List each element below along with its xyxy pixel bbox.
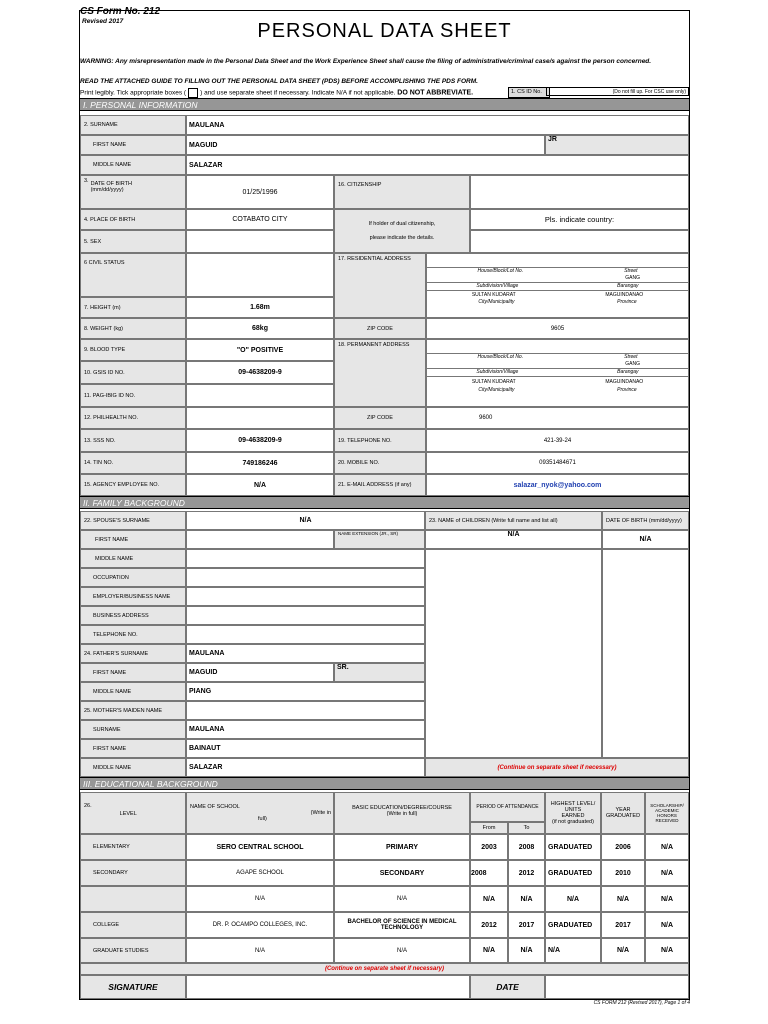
education-to[interactable]: 2012 xyxy=(508,860,545,886)
signature-label: SIGNATURE xyxy=(80,975,186,999)
education-to[interactable]: 2008 xyxy=(508,834,545,860)
spouse-telephone-field[interactable] xyxy=(186,625,425,644)
weight-field[interactable]: 68kg xyxy=(186,318,334,339)
education-highest[interactable]: N/A xyxy=(545,938,601,963)
family-continue-note: (Continue on separate sheet if necessary) xyxy=(425,758,689,777)
occupation-field[interactable] xyxy=(186,568,425,587)
mother-surname-label: SURNAME xyxy=(80,720,186,739)
agency-employee-label: 15. AGENCY EMPLOYEE NO. xyxy=(80,474,186,496)
mother-middle-name-label: MIDDLE NAME xyxy=(80,758,186,777)
education-honors[interactable]: N/A xyxy=(645,938,689,963)
year-graduated-header: YEAR GRADUATED xyxy=(601,792,645,834)
from-header: From xyxy=(470,822,508,834)
permanent-address-field[interactable]: House/Block/Lot No. Street GANG Subdivision/Village Barangay SULTAN KUDARAT MAGUINDANAO City/Municipality Province xyxy=(426,339,689,407)
education-to[interactable]: 2017 xyxy=(508,912,545,938)
education-year[interactable]: 2006 xyxy=(601,834,645,860)
education-continue-note: (Continue on separate sheet if necessary) xyxy=(80,963,689,975)
father-middle-name-field[interactable]: PIANG xyxy=(186,682,425,701)
place-of-birth-field[interactable]: COTABATO CITY xyxy=(186,209,334,230)
middle-name-label: MIDDLE NAME xyxy=(80,155,186,175)
spouse-middle-name-field[interactable] xyxy=(186,549,425,568)
education-honors[interactable]: N/A xyxy=(645,912,689,938)
form-revision: Revised 2017 xyxy=(82,18,124,25)
education-honors[interactable]: N/A xyxy=(645,886,689,912)
form-number: CS Form No. 212 xyxy=(80,6,161,17)
education-year[interactable]: 2017 xyxy=(601,912,645,938)
philhealth-field[interactable] xyxy=(186,407,334,429)
section-personal-information: I. PERSONAL INFORMATION xyxy=(80,98,689,111)
cs-id-label: 1. CS ID No. xyxy=(508,87,550,98)
residential-address-field[interactable]: House/Block/Lot No. Street GANG Subdivision/Village Barangay SULTAN KUDARAT MAGUINDANAO City/Municipality Province xyxy=(426,253,689,318)
agency-employee-field[interactable]: N/A xyxy=(186,474,334,496)
height-field[interactable]: 1.68m xyxy=(186,297,334,318)
education-course[interactable]: N/A xyxy=(334,938,470,963)
children-dob-label: DATE OF BIRTH (mm/dd/yyyy) xyxy=(602,511,689,530)
education-level: GRADUATE STUDIES xyxy=(80,938,186,963)
spouse-surname-label: 22. SPOUSE'S SURNAME xyxy=(80,511,186,530)
date-label: DATE xyxy=(470,975,545,999)
child-name-field[interactable]: N/A xyxy=(425,530,602,549)
res-zip-label: ZIP CODE xyxy=(334,318,426,339)
education-highest[interactable]: N/A xyxy=(545,886,601,912)
children-dob-list[interactable] xyxy=(602,549,689,758)
education-level: ELEMENTARY xyxy=(80,834,186,860)
employer-label: EMPLOYER/BUSINESS NAME xyxy=(80,587,186,606)
weight-label: 8. WEIGHT (kg) xyxy=(80,318,186,339)
res-zip-field[interactable]: 9605 xyxy=(426,318,689,339)
education-year[interactable]: 2010 xyxy=(601,860,645,886)
middle-name-field[interactable]: SALAZAR xyxy=(186,155,689,175)
education-year[interactable]: N/A xyxy=(601,938,645,963)
children-label: 23. NAME of CHILDREN (Write full name and list all) xyxy=(425,511,602,530)
pagibig-field[interactable] xyxy=(186,384,334,407)
dual-citizenship-note: If holder of dual citizenship, please indicate the details. xyxy=(334,209,470,253)
child-dob-field[interactable]: N/A xyxy=(602,530,689,549)
mobile-label: 20. MOBILE NO. xyxy=(334,452,426,474)
gsis-label: 10. GSIS ID NO. xyxy=(80,361,186,384)
education-to[interactable]: N/A xyxy=(508,886,545,912)
date-field[interactable] xyxy=(545,975,689,999)
mother-first-name-label: FIRST NAME xyxy=(80,739,186,758)
spouse-name-extension-label: NAME EXTENSION (JR., SR) xyxy=(334,530,425,549)
read-guide-text: READ THE ATTACHED GUIDE TO FILLING OUT THE PERSONAL DATA SHEET (PDS) BEFORE ACCOMPLISHING THE PDS FORM. xyxy=(80,78,478,85)
blood-type-label: 9. BLOOD TYPE xyxy=(80,339,186,361)
education-from[interactable]: 2003 xyxy=(470,834,508,860)
philhealth-label: 12. PHILHEALTH NO. xyxy=(80,407,186,429)
blood-type-field[interactable]: "O" POSITIVE xyxy=(186,339,334,361)
education-level xyxy=(80,886,186,912)
sex-label: 5. SEX xyxy=(80,230,186,253)
mother-maiden-name-blank xyxy=(186,701,425,720)
citizenship-options[interactable] xyxy=(470,175,689,209)
tin-label: 14. TIN NO. xyxy=(80,452,186,474)
period-of-attendance-header: PERIOD OF ATTENDANCE xyxy=(470,792,545,822)
education-course[interactable]: PRIMARY xyxy=(334,834,470,860)
education-from[interactable]: 2012 xyxy=(470,912,508,938)
education-to[interactable]: N/A xyxy=(508,938,545,963)
tick-box-sample xyxy=(188,88,198,98)
mobile-field[interactable]: 09351484671 xyxy=(426,452,689,474)
sex-field[interactable] xyxy=(186,230,334,253)
first-name-label: FIRST NAME xyxy=(80,135,186,155)
email-field[interactable]: salazar_nyok@yahoo.com xyxy=(426,474,689,496)
business-address-field[interactable] xyxy=(186,606,425,625)
education-school-header: NAME OF SCHOOL (Write in full) xyxy=(186,792,334,834)
education-school[interactable]: DR. P. OCAMPO COLLEGES, INC. xyxy=(186,912,334,938)
honors-header: SCHOLARSHIP/ ACADEMIC HONORS RECEIVED xyxy=(645,792,689,834)
father-first-name-field[interactable]: MAGUID xyxy=(186,663,334,682)
education-highest[interactable]: GRADUATED xyxy=(545,834,601,860)
spouse-surname-field[interactable]: N/A xyxy=(186,511,425,530)
father-surname-field[interactable]: MAULANA xyxy=(186,644,425,663)
civil-status-label: 6 CIVIL STATUS xyxy=(80,253,186,297)
pagibig-label: 11. PAG-IBIG ID NO. xyxy=(80,384,186,407)
father-first-name-label: FIRST NAME xyxy=(80,663,186,682)
sss-label: 13. SSS NO. xyxy=(80,429,186,452)
perm-zip-label: ZIP CODE xyxy=(334,407,426,429)
surname-label: 2. SURNAME xyxy=(80,115,186,135)
height-label: 7. HEIGHT (m) xyxy=(80,297,186,318)
education-from[interactable]: N/A xyxy=(470,886,508,912)
surname-field[interactable]: MAULANA xyxy=(186,115,689,135)
print-legibly-text: Print legibly. Tick appropriate boxes ( ) and use separate sheet if necessary. Indicate N/A if not applicable. DO NOT ABBREVIATE. xyxy=(80,89,474,97)
section-educational-background: III. EDUCATIONAL BACKGROUND xyxy=(80,777,689,790)
education-year[interactable]: N/A xyxy=(601,886,645,912)
occupation-label: OCCUPATION xyxy=(80,568,186,587)
education-honors[interactable]: N/A xyxy=(645,860,689,886)
dob-field[interactable]: 01/25/1996 xyxy=(186,175,334,209)
education-highest[interactable]: GRADUATED xyxy=(545,860,601,886)
dob-label: 3. DATE OF BIRTH (mm/dd/yyyy) xyxy=(80,175,186,209)
sss-field[interactable]: 09-4638209-9 xyxy=(186,429,334,452)
page-footer: CS FORM 212 (Revised 2017), Page 1 of 4 xyxy=(593,1000,690,1006)
education-course-header: BASIC EDUCATION/DEGREE/COURSE (Write in full) xyxy=(334,792,470,834)
father-middle-name-label: MIDDLE NAME xyxy=(80,682,186,701)
mother-middle-name-field[interactable]: SALAZAR xyxy=(186,758,425,777)
mother-maiden-name-label: 25. MOTHER'S MAIDEN NAME xyxy=(80,701,186,720)
signature-field[interactable] xyxy=(186,975,470,999)
education-honors[interactable]: N/A xyxy=(645,834,689,860)
highest-level-header: HIGHEST LEVEL/ UNITS EARNED (if not graduated) xyxy=(545,792,601,834)
education-from[interactable]: N/A xyxy=(470,938,508,963)
education-course[interactable]: N/A xyxy=(334,886,470,912)
tin-field[interactable]: 749186246 xyxy=(186,452,334,474)
permanent-address-label: 18. PERMANENT ADDRESS xyxy=(334,339,426,407)
section-family-background: II. FAMILY BACKGROUND xyxy=(80,496,689,509)
cs-id-field[interactable]: (Do not fill up. For CSC use only) xyxy=(546,87,689,96)
education-course[interactable]: BACHELOR OF SCIENCE IN MEDICAL TECHNOLOGY xyxy=(334,912,470,938)
citizenship-label: 16. CITIZENSHIP xyxy=(334,175,470,209)
first-name-field[interactable]: MAGUID xyxy=(186,135,545,155)
spouse-first-name-field[interactable] xyxy=(186,530,334,549)
mother-surname-field[interactable]: MAULANA xyxy=(186,720,425,739)
education-school[interactable]: AGAPE SCHOOL xyxy=(186,860,334,886)
email-label: 21. E-MAIL ADDRESS (if any) xyxy=(334,474,426,496)
country-label: Pls. indicate country: xyxy=(470,209,689,230)
place-of-birth-label: 4. PLACE OF BIRTH xyxy=(80,209,186,230)
education-level: SECONDARY xyxy=(80,860,186,886)
telephone-label: 19. TELEPHONE NO. xyxy=(334,429,426,452)
spouse-first-name-label: FIRST NAME xyxy=(80,530,186,549)
mother-first-name-field[interactable]: BAINAUT xyxy=(186,739,425,758)
father-extension-field[interactable]: SR. xyxy=(334,663,425,682)
education-course[interactable]: SECONDARY xyxy=(334,860,470,886)
education-highest[interactable]: GRADUATED xyxy=(545,912,601,938)
civil-status-field[interactable] xyxy=(186,253,334,297)
education-school[interactable]: N/A xyxy=(186,886,334,912)
residential-address-label: 17. RESIDENTIAL ADDRESS xyxy=(334,253,426,318)
business-address-label: BUSINESS ADDRESS xyxy=(80,606,186,625)
education-level-header: 26. LEVEL xyxy=(80,792,186,834)
gsis-field[interactable]: 09-4638209-9 xyxy=(186,361,334,384)
father-surname-label: 24. FATHER'S SURNAME xyxy=(80,644,186,663)
education-level: COLLEGE xyxy=(80,912,186,938)
perm-zip-field[interactable]: 9600 xyxy=(426,407,689,429)
education-school[interactable]: SERO CENTRAL SCHOOL xyxy=(186,834,334,860)
telephone-field[interactable]: 421-39-24 xyxy=(426,429,689,452)
name-extension-field[interactable]: JR xyxy=(545,135,689,155)
warning-text: WARNING: Any misrepresentation made in the Personal Data Sheet and the Work Experience Sheet shall cause the filing of administrative/criminal case/s against the person concerned. xyxy=(80,58,652,65)
education-from[interactable]: 2008 xyxy=(470,860,508,886)
employer-field[interactable] xyxy=(186,587,425,606)
country-field[interactable] xyxy=(470,230,689,253)
to-header: To xyxy=(508,822,545,834)
education-school[interactable]: N/A xyxy=(186,938,334,963)
spouse-middle-name-label: MIDDLE NAME xyxy=(80,549,186,568)
children-list[interactable] xyxy=(425,549,602,758)
page-title: PERSONAL DATA SHEET xyxy=(257,20,512,42)
spouse-telephone-label: TELEPHONE NO. xyxy=(80,625,186,644)
